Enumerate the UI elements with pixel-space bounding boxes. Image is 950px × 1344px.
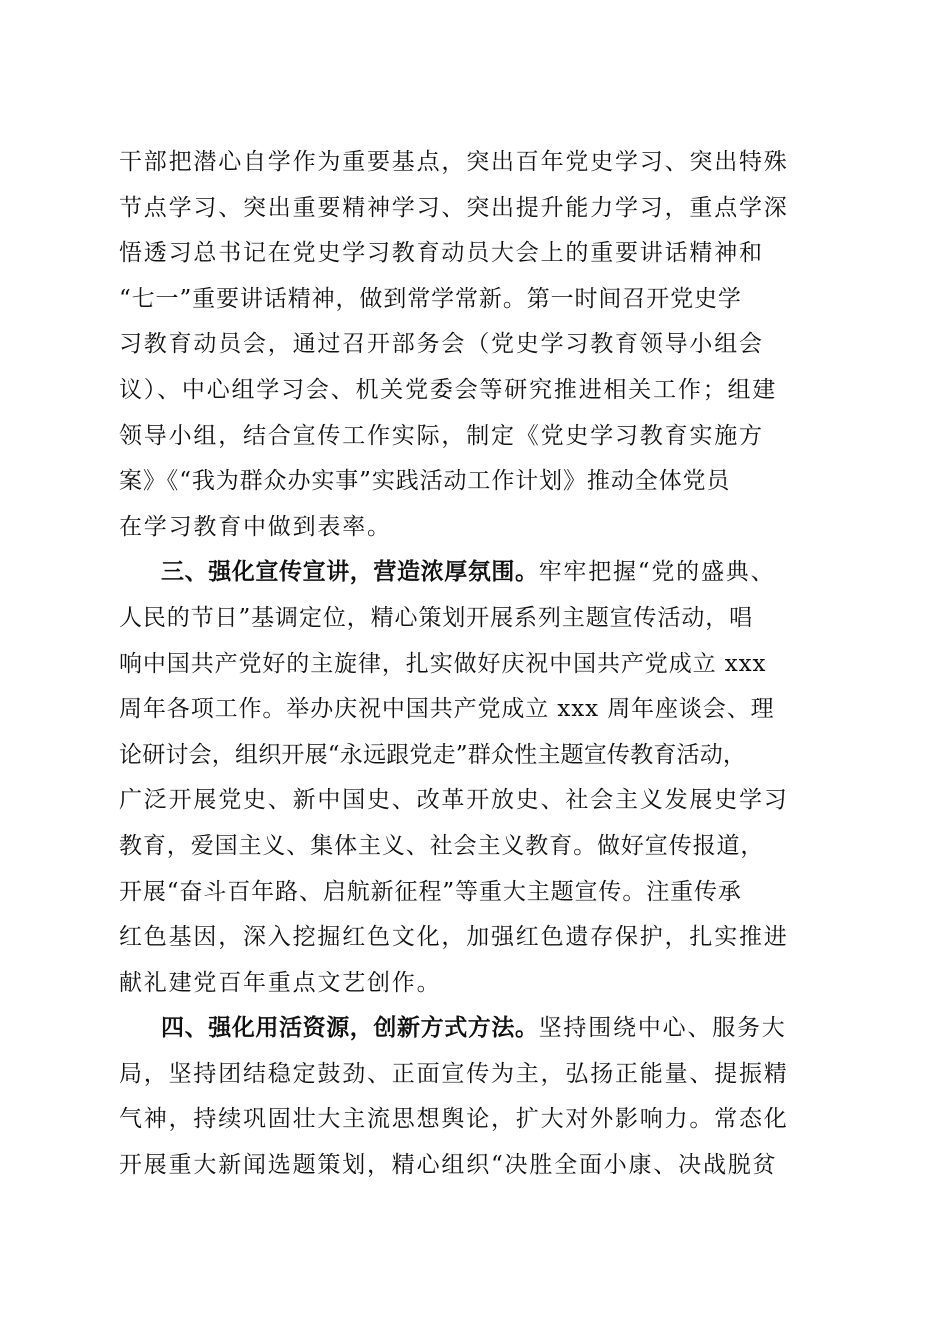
text-line: 广泛开展党史、新中国史、改革开放史、社会主义发展史学习	[119, 787, 789, 814]
text-line	[119, 550, 831, 596]
text-line: 干部把潜心自学作为重要基点，突出百年党史学习、突出特殊	[119, 149, 789, 175]
text-line: 悟透习总书记在党史学习教育动员大会上的重要讲话精神和	[119, 240, 764, 267]
text-line: 在学习教育中做到表率。	[119, 513, 392, 540]
text-line: 响中国共产党好的主旋律，扎实做好庆祝中国共产党成立 xxx	[119, 650, 767, 677]
text-line: 论研讨会，组织开展“永远跟党走”群众性主题宣传教育活动，	[119, 741, 747, 768]
paragraph-3	[119, 1006, 831, 1188]
paragraph-2	[119, 550, 831, 1006]
text-line: 气神，持续巩固壮大主流思想舆论，扩大对外影响力。常态化	[119, 1106, 789, 1133]
text-line: 人民的节日”基调定位，精心策划开展系列主题宣传活动，唱	[119, 604, 754, 631]
section-heading: 三、强化宣传宣讲，营造浓厚氛围。	[161, 559, 539, 586]
text-line: 开展重大新闻选题策划，精心组织“决胜全面小康、决战脱贫	[119, 1152, 778, 1179]
text-line: 领导小组，结合宣传工作实际，制定《党史学习教育实施方	[119, 422, 764, 449]
paragraph-1	[119, 140, 831, 550]
text-line: “七一”重要讲话精神，做到常学常新。第一时间召开党史学	[119, 285, 742, 312]
text-line: 教育，爱国主义、集体主义、社会主义教育。做好宣传报道，	[119, 832, 765, 859]
text-line: 议）、中心组学习会、机关党委会等研究推进相关工作；组建	[119, 376, 778, 403]
text-run: 牢牢把握“党的盛典、	[538, 559, 776, 586]
text-line: 开展“奋斗百年路、启航新征程”等重大主题宣传。注重传承	[119, 878, 742, 905]
text-line: 案》《“我为群众办实事”实践活动工作计划》推动全体党员	[119, 468, 731, 495]
text-line: 节点学习、突出重要精神学习、突出提升能力学习，重点学深	[119, 194, 789, 221]
section-heading: 四、强化用活资源，创新方式方法。	[161, 1015, 539, 1042]
text-line: 局，坚持团结稳定鼓劲、正面宣传为主，弘扬正能量、提振精	[119, 1060, 789, 1087]
document-body	[119, 140, 831, 1189]
text-line	[119, 1006, 831, 1052]
text-line: 习教育动员会，通过召开部务会（党史学习教育领导小组会	[119, 331, 764, 358]
text-line: 献礼建党百年重点文艺创作。	[119, 969, 442, 996]
text-run: 坚持围绕中心、服务大	[538, 1015, 787, 1042]
text-line: 红色基因，深入挖掘红色文化，加强红色遗存保护，扎实推进	[119, 924, 789, 951]
text-line: 周年各项工作。举办庆祝中国共产党成立 xxx 周年座谈会、理	[119, 696, 775, 723]
